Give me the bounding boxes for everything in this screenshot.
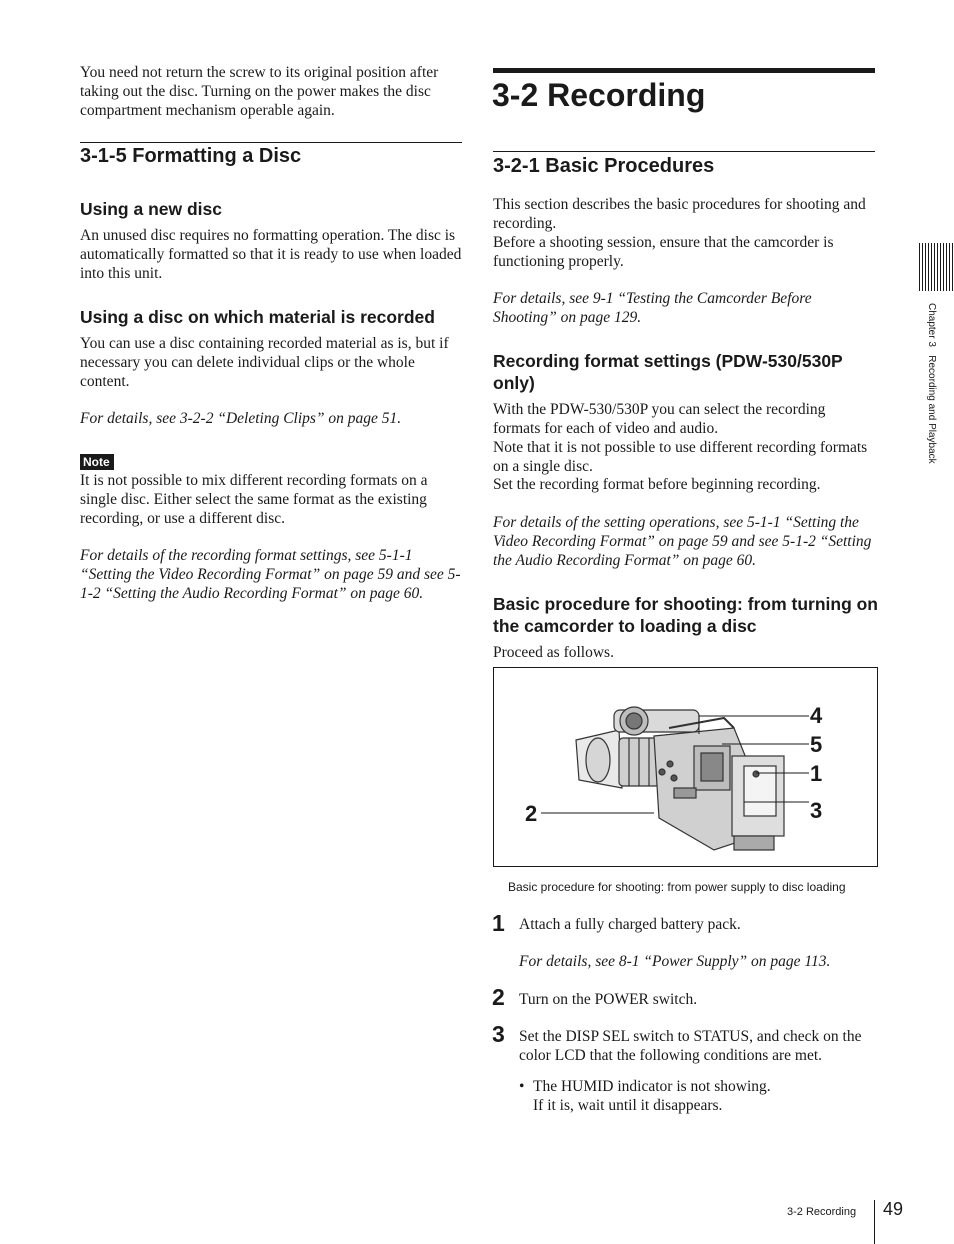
heading-recording-format: Recording format settings (PDW-530/530P only): [493, 351, 843, 393]
chapter-tab-label: [925, 303, 937, 503]
basic-intro-2: Before a shooting session, ensure that the camcorder is functioning properly.: [493, 234, 834, 270]
chapter-tab-stripes: [919, 243, 954, 291]
format-text-2: Note that it is not possible to use different recording formats on a single disc.: [493, 439, 868, 475]
chapter-title: 3-2 Recording: [492, 77, 706, 113]
note-badge: [80, 453, 114, 471]
note-label: Note: [80, 454, 114, 470]
intro-paragraph: You need not return the screw to its original position after taking out the disc. Turning on the power makes the disc compartment mechanism operable again.: [80, 64, 439, 119]
bullet-humid: The HUMID indicator is not showing.: [533, 1078, 771, 1095]
heading-new-disc: Using a new disc: [80, 199, 222, 219]
callout-2: 2: [525, 801, 538, 826]
footer-section-name: 3-2 Recording: [787, 1206, 857, 1218]
procedure-intro: Proceed as follows.: [493, 644, 614, 661]
section-divider: [80, 142, 462, 143]
section-title-formatting: 3-1-5 Formatting a Disc: [80, 145, 302, 167]
deleting-clips-reference: For details, see 3-2-2 “Deleting Clips” on page 51.: [80, 410, 402, 427]
chapter-tab-title: Recording and Playback: [926, 355, 937, 464]
note-reference: For details of the recording format settings, see 5-1-1 “Setting the Video Recording Format” on page 59 and see 5-1-2 “Setting the Audio Recording Format” on page 60.: [80, 547, 461, 602]
figure-caption: Basic procedure for shooting: from power supply to disc loading: [508, 880, 846, 894]
callout-4: 4: [810, 703, 823, 728]
bullet-marker: •: [519, 1078, 525, 1095]
note-text: It is not possible to mix different recording formats on a single disc. Either select the same format as the existing recording, or use a different disc.: [80, 472, 428, 527]
format-reference: For details of the setting operations, see 5-1-1 “Setting the Video Recording Format” on page 59 and see 5-1-2 “Setting the Audio Recording Format” on page 60.: [493, 514, 872, 569]
step-2-text: Turn on the POWER switch.: [519, 991, 698, 1008]
callout-3: 3: [810, 798, 823, 823]
page-number: 49: [883, 1199, 904, 1219]
heading-basic-procedure: Basic procedure for shooting: from turning on the camcorder to loading a disc: [493, 594, 878, 636]
section-title-basic-procedures: 3-2-1 Basic Procedures: [493, 155, 715, 177]
new-disc-text: An unused disc requires no formatting operation. The disc is automatically formatted so that it is ready to use when loaded into this unit.: [80, 227, 462, 282]
callout-1: 1: [810, 761, 823, 786]
step-1-text: Attach a fully charged battery pack.: [519, 916, 741, 933]
callout-5: 5: [810, 732, 823, 757]
chapter-tab-chapter: Chapter 3: [926, 303, 937, 347]
basic-intro-1: This section describes the basic procedures for shooting and recording.: [493, 196, 866, 232]
step-1-number: 1: [492, 910, 505, 936]
step-3-number: 3: [492, 1021, 505, 1047]
step-1-reference: For details, see 8-1 “Power Supply” on page 113.: [519, 953, 831, 970]
step-2-number: 2: [492, 984, 505, 1010]
format-text-3: Set the recording format before beginning recording.: [493, 476, 821, 493]
recorded-disc-text: You can use a disc containing recorded material as is, but if necessary you can delete individual clips or the whole content.: [80, 335, 449, 390]
section-divider-basic: [493, 151, 875, 152]
step-3-text: Set the DISP SEL switch to STATUS, and check on the color LCD that the following conditions are met.: [519, 1028, 862, 1064]
camcorder-figure: [493, 667, 878, 867]
footer-divider: [874, 1200, 875, 1244]
chapter-title-bar: [493, 68, 875, 73]
testing-reference: For details, see 9-1 “Testing the Camcorder Before Shooting” on page 129.: [493, 290, 812, 326]
bullet-humid-followup: If it is, wait until it disappears.: [533, 1097, 723, 1114]
heading-recorded-disc: Using a disc on which material is recorded: [80, 307, 435, 327]
format-text-1: With the PDW-530/530P you can select the recording formats for each of video and audio.: [493, 401, 826, 437]
